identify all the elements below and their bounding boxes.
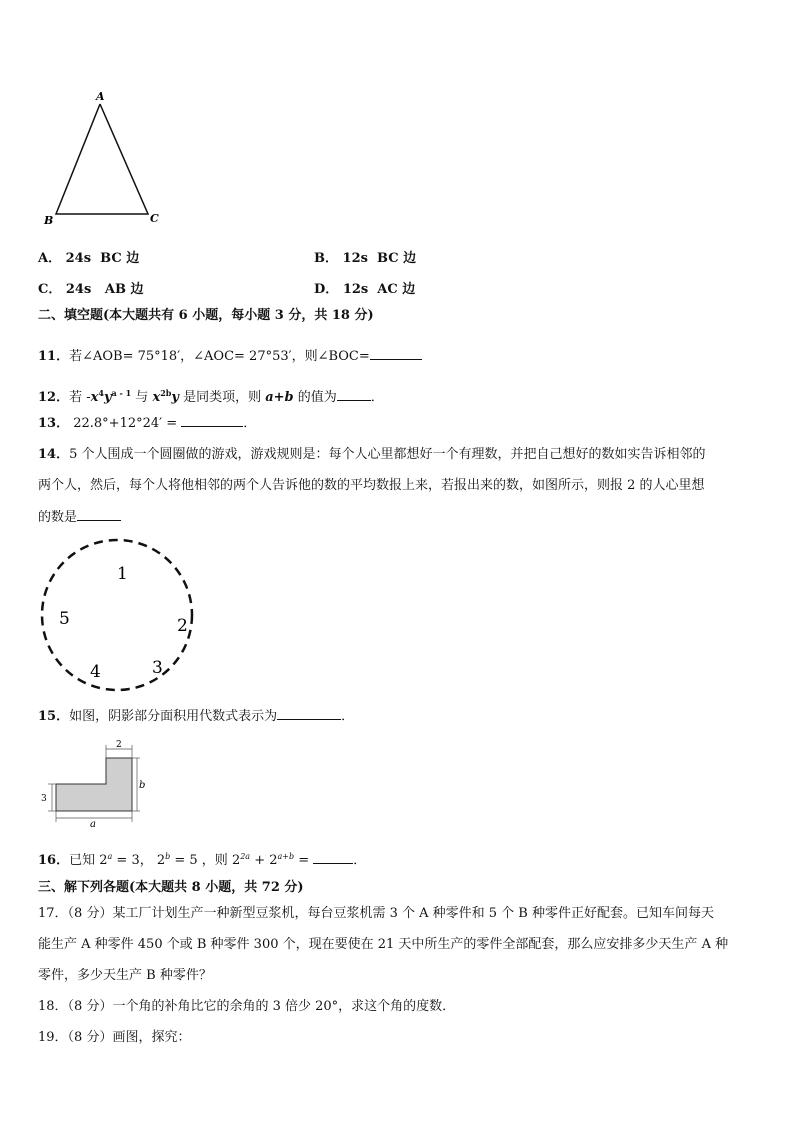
l-shape-label-left: 3 bbox=[41, 794, 47, 804]
question-15: 15．如图，阴影部分面积用代数式表示为 ． bbox=[38, 709, 355, 724]
question-17-line-2: 能生产 A 种零件 450 个或 B 种零件 300 个，现在要使在 21 天中所生产的零件全部配套，那么应安排多少天生产 A 种 bbox=[38, 937, 729, 952]
question-17-line-1: 17．（8 分）某工厂计划生产一种新型豆浆机，每台豆浆机需 3 个 A 种零件和 5 个 B 种零件正好配套。已知车间每天 bbox=[38, 906, 714, 921]
l-shape-label-right: b bbox=[139, 780, 146, 791]
triangle-label-a: A bbox=[96, 90, 105, 103]
answer-blank[interactable] bbox=[313, 851, 353, 864]
question-16: 16．已知 $2^a = 3$， $2^b = 5$ ，则 $2^{2a} + 2^{a+b}$ = ． bbox=[38, 852, 367, 868]
question-13: 13． 22.8°+12°24′ = ． bbox=[38, 416, 257, 431]
question-11: 11．若∠AOB= 75°18′，∠AOC= 27°53′，则∠BOC= bbox=[38, 347, 422, 366]
answer-blank[interactable] bbox=[370, 347, 422, 360]
circle-label-4: 4 bbox=[90, 662, 101, 682]
section-3-heading: 三、解下列各题(本大题共 8 小题，共 72 分) bbox=[38, 880, 304, 895]
option-b: B． 12s BC 边 bbox=[314, 251, 417, 266]
option-c: C． 24s AB 边 bbox=[38, 282, 144, 297]
answer-blank[interactable] bbox=[181, 414, 243, 427]
circle-label-5: 5 bbox=[59, 609, 70, 629]
triangle-label-b: B bbox=[44, 214, 54, 227]
l-shape-label-top: 2 bbox=[116, 740, 122, 750]
question-18: 18．（8 分）一个角的补角比它的余角的 3 倍少 20°，求这个角的度数． bbox=[38, 999, 456, 1014]
l-shape-label-bottom: a bbox=[90, 819, 96, 830]
circle-label-2: 2 bbox=[177, 616, 188, 636]
answer-blank[interactable] bbox=[337, 388, 371, 401]
section-2-heading: 二、填空题(本大题共有 6 小题，每小题 3 分，共 18 分) bbox=[38, 308, 374, 323]
option-d: D． 12s AC 边 bbox=[314, 282, 416, 297]
l-shape-figure bbox=[38, 738, 158, 830]
answer-blank[interactable] bbox=[77, 508, 121, 521]
triangle-label-c: C bbox=[150, 212, 159, 225]
circle-label-3: 3 bbox=[152, 658, 163, 678]
question-12: 12．若 $-x^4y^{a - 1}$ 与 $x^{2b}y$ 是同类项，则 a+b 的值为 ． bbox=[38, 388, 384, 405]
question-14-line-2: 两个人，然后，每个人将他相邻的两个人告诉他的数的平均数报上来，若报出来的数，如图所示，则报 2 的人心里想 bbox=[38, 478, 705, 493]
question-19: 19．（8 分）画图，探究： bbox=[38, 1030, 191, 1045]
question-17-line-3: 零件，多少天生产 B 种零件？ bbox=[38, 968, 212, 983]
answer-blank[interactable] bbox=[277, 707, 341, 720]
triangle-figure bbox=[38, 88, 168, 233]
question-14-line-1: 14．5 个人围成一个圆圈做的游戏，游戏规则是：每个人心里都想好一个有理数，并把自己想好的数如实告诉相邻的 bbox=[38, 447, 706, 462]
question-14-line-3: 的数是 bbox=[38, 508, 121, 527]
option-a: A． 24s BC 边 bbox=[38, 251, 140, 266]
circle-figure bbox=[38, 538, 198, 696]
circle-label-1: 1 bbox=[117, 564, 128, 584]
